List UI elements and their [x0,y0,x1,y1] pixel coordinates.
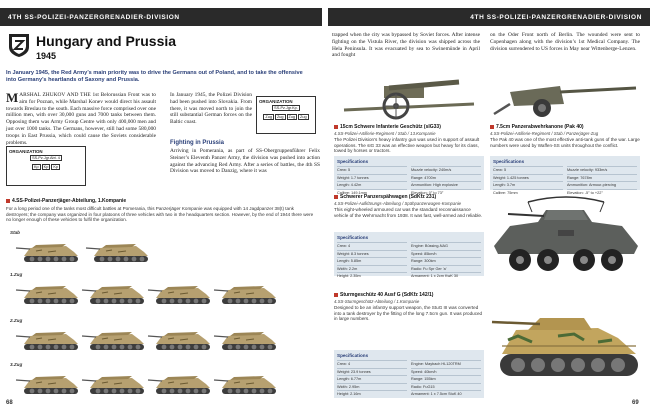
jagdpanzer-zug2-2 [82,332,144,350]
jagdpanzer-zug3-3 [148,376,210,394]
org2-box: Kp [43,165,49,169]
org1-label: ORGANIZATION [259,99,293,104]
spec-cell: Height: 2.35m [337,272,407,278]
org1-unit: SS-Pz.Jgr.Kp. [274,106,298,110]
org1-box: Zug [276,115,284,119]
pak40-gun-illustration [490,74,640,120]
spec-cell: Calibre: 75mm [493,189,563,195]
jagdpanzer-grid [0,236,322,406]
spec-cell: Length: 4.42m [337,181,407,187]
jagdpanzer-stab-2 [86,244,148,262]
stug-specs [334,350,484,398]
dropcap: M [6,90,19,105]
gun2-subtitle: 4.SS-Polizei-Artillerie-Regiment / Stab / Panzerjäger-Zug [490,131,599,136]
org1-box: Zug [265,115,272,119]
spec-cell: Elevation: 0° to 73° [411,189,481,195]
spec-cell: Armament: 1 x 7.5cm StuK 40 [411,390,481,396]
car-title [334,194,494,200]
gun2-specs-grid [493,166,637,195]
unit-title-text: 4.SS-Polizei-Panzerjäger-Abteilung, 1.Kompanie [12,198,127,204]
stug-specs-label: Specifications [337,353,369,358]
spec-cell: Radio: FuG15 [411,383,481,389]
spec-cell: Engine: Büssing-NAG [411,242,481,248]
jagdpanzer-zug3-2 [82,376,144,394]
platoon-label-3: 3.Zug [10,362,23,367]
jagdpanzer-zug1-4 [214,286,276,304]
gun1-title-text: 15cm Schwere Infanterie Geschütz (sIG33) [340,124,441,130]
car-caption: This eight-wheeled armoured car was the standard reconnaissance vehicle of the Wehrmacht from 1938. It was fast, well-armed and reliable. [334,207,483,218]
spec-cell: Length: 5.85m [337,257,407,263]
spec-cell: Weight: 1.7 tonnes [337,174,407,180]
gun2-specs [490,156,640,195]
platoon-label-stab: Stab [10,230,20,235]
jagdpanzer-zug2-4 [214,332,276,350]
unit-title [6,198,126,204]
spec-cell: Range: 300km [411,257,481,263]
org1-box: Zug [300,115,307,119]
car-title-text: Schwerer Panzerspähwagen (SdKfz 231) [340,194,437,200]
right-text-col2: on the Oder Front north of Berlin. The wounded were sent to Copenhagen along with the division’s 1st Medical Company. The division surrendered to US forces in May near Wittenberge-Lenzen. [490,32,640,52]
gun1-title [334,124,484,130]
gun1-specs [334,156,484,195]
car-specs [334,232,484,276]
spec-cell: Weight: 8.3 tonnes [337,250,407,256]
sig33-gun-illustration [334,72,484,122]
jagdpanzer-zug3-1 [16,376,78,394]
gun1-specs-grid [337,166,481,195]
header-left-text: 4TH SS-POLIZEI-PANZERGRENADIER-DIVISION [8,13,180,21]
header-right [328,8,650,26]
gun2-title-text: 7.5cm Panzerabwehrkanone (Pak 40) [496,124,584,130]
page-title: Hungary and Prussia [36,33,177,49]
org2-unit: SS-Pz.Jgr.Abt. 4 [32,156,60,160]
gun1-specs-label: Specifications [337,159,369,164]
page-number-left: 68 [6,400,13,406]
spec-cell: Ammunition: Armour-piercing [567,181,637,187]
body-col2b: Arriving in Pomerania, as part of SS-Obergruppenführer Felix Steiner’s Eleventh Panzer Army, the division was pushed into action against the advancing Red Army. After a series of battles, the 4th SS Division was moved to Danzig, where it was [170,148,320,175]
gun2-specs-label: Specifications [493,159,525,164]
spec-cell: Width: 2.95m [337,383,407,389]
page-year: 1945 [36,51,57,61]
org2-box: Kp [34,165,39,169]
spec-cell: Height: 2.16m [337,390,407,396]
car-specs-label: Specifications [337,235,369,240]
stug40-assault-gun-illustration [488,300,644,396]
body-col1-text: ARSHAL ZHUKOV AND THE 1st Belorussian Front was to aim for Poznan, while Marshal Konev would direct his assault towards Breslau to the south. Each massive force comprised over one million men, with over 30,000 guns and 7000 tanks between them. Opposing them was Army Group Centre with only 400,000 men and just over 1000 tanks. The Germans, however, still had some 580,000 troops in East Prussia, which could cause the Soviets considerable problems. [6,92,156,146]
jagdpanzer-zug3-4 [214,376,276,394]
header-left [0,8,322,26]
stug-subtitle: 4.SS-Sturmgeschütz-Abteilung / 1.Kompanie [334,299,420,304]
org1-box: Zug [288,115,296,119]
subheading-fighting-in-prussia: Fighting in Prussia [170,140,225,146]
spec-cell: Crew: 4 [337,360,407,366]
car-subtitle: 4.SS-Polizei-Aufklärungs-Abteilung / Spähpanzerwagen-Kompanie [334,201,462,206]
org-chart-kompanie [256,96,316,134]
spec-cell: Speed: 40km/h [411,368,481,374]
spec-cell: Armament: 1 x 2cm KwK 30 [411,272,481,278]
spec-cell: Length: 3.7m [493,181,563,187]
spec-cell: Engine: Maybach HL120TRM [411,360,481,366]
spec-cell: Range: 155km [411,375,481,381]
stug-title-text: Sturmgeschütz 40 Ausf G (SdKfz 142/1) [340,292,434,298]
jagdpanzer-stab-1 [16,244,78,262]
intro-text: In January 1945, the Red Army’s main priority was to drive the Germans out of Poland, and to take the offensive into Germany’s heartlands of Saxony and Prussia. [6,70,303,83]
platoon-label-1: 1.Zug [10,272,23,277]
spec-cell: Muzzle velocity: 240m/s [411,166,481,172]
gun1-caption: The Polizei Division’s heavy infantry gun was used in support of assault operations. The sIG 33 was an effective weapon but heavy for its class, towed by horses or tractors. [334,137,480,154]
stug-title [334,292,494,298]
gun2-title [490,124,640,130]
page-number-right: 69 [632,400,639,406]
spec-cell: Speed: 85km/h [411,250,481,256]
spec-cell: Elevation: -5° to +22° [567,189,637,195]
jagdpanzer-zug1-2 [82,286,144,304]
sdkfz231-armoured-car-illustration [488,196,644,286]
jagdpanzer-zug1-3 [148,286,210,304]
right-text-col1: trapped when the city was bypassed by Soviet forces. After intense fighting on the Vistula River, the division was shipped across the Hela Peninsula. It was evacuated by sea to Swinemünde in April and fought [332,32,480,59]
stug-specs-grid [337,360,481,396]
org2-box: Kp [53,165,58,169]
spec-cell: Muzzle velocity: 933m/s [567,166,637,172]
gun2-caption: The Pak 40 was one of the most effective anti-tank guns of the war. Large numbers were used by Waffen-SS units throughout the conflict. [490,137,640,148]
spec-cell: Weight: 1.425 tonnes [493,174,563,180]
body-col2a: In January 1945, the Polizei Division had been pushed into Slovakia. From there, it was moved north to join the still substantial German forces on the Baltic coast. [170,92,252,126]
unit-caption: For a long period one of the tanks most difficult battles at Pomerania, this Panzerjäger Kompanie was equipped with 14 Jagdpanzer 38(t) tank destroyers; the company was organized in four platoons of three vehicles with two in the headquarters section. However, by the end of 1944 there were no longer enough of these vehicles to fulfil the organization. [6,206,314,223]
spec-cell: Crew: 5 [493,166,563,172]
spec-cell: Crew: 4 [337,242,407,248]
org2-label: ORGANIZATION [9,149,43,154]
body-col1 [6,92,156,146]
spec-cell: Radio: Fu Spr Ger 'a' [411,265,481,271]
jagdpanzer-zug2-3 [148,332,210,350]
header-right-text: 4TH SS-POLIZEI-PANZERGRENADIER-DIVISION [470,13,642,21]
spec-cell: Calibre: 149.1mm [337,189,407,195]
spec-cell: Crew: 5 [337,166,407,172]
spec-cell: Range: 4700m [411,174,481,180]
stug-caption: Designed to be an infantry support weapon, the StuG III was converted into a tank destroyer by the fitting of the long 7.5cm gun. It was produced in large numbers. [334,305,483,322]
jagdpanzer-zug2-1 [16,332,78,350]
gun1-subtitle: 4.SS-Polizei-Artillerie-Regiment / Stab / 13.Kompanie [334,131,436,136]
spec-cell: Range: 7678m [567,174,637,180]
spec-cell: Width: 2.2m [337,265,407,271]
division-insignia-icon [6,32,32,58]
car-specs-grid [337,242,481,278]
spec-cell: Ammunition: High explosive [411,181,481,187]
platoon-label-2: 2.Zug [10,318,23,323]
jagdpanzer-zug1-1 [16,286,78,304]
org-chart-abteilung [6,146,86,186]
spec-cell: Length: 6.77m [337,375,407,381]
spec-cell: Weight: 23.9 tonnes [337,368,407,374]
